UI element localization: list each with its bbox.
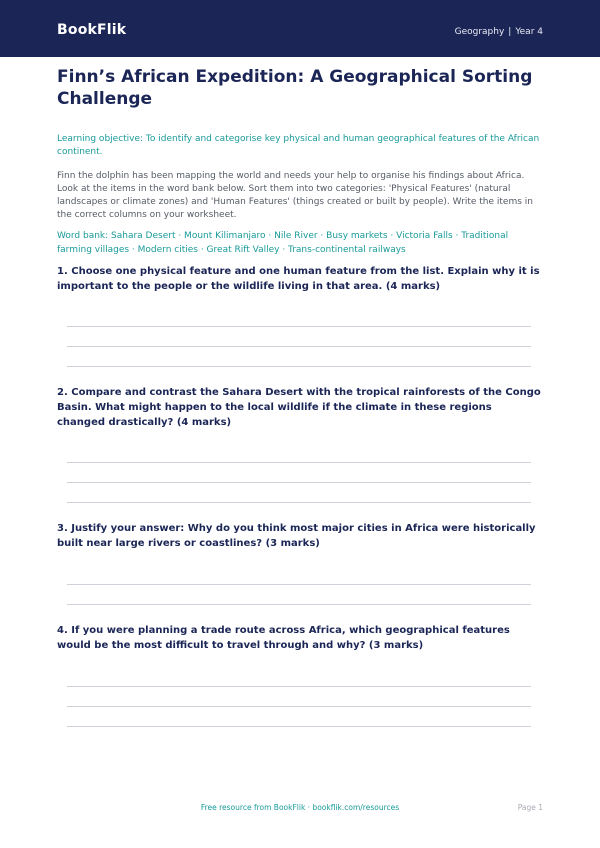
- question-4: 4. If you were planning a trade route across Africa, which geographical features would be the most difficult to travel through and why? (3 marks): [57, 625, 510, 651]
- word-bank: Word bank: Sahara Desert · Mount Kilimanjaro · Nile River · Busy markets · Victoria Falls · Traditional farming villages · Modern cities · Great Rift Valley · Trans-continental railways: [57, 231, 509, 255]
- answer-line[interactable]: [67, 502, 531, 503]
- question-2: 2. Compare and contrast the Sahara Desert with the tropical rainforests of the Congo Basin. What might happen to the local wildlife if the climate in these regions changed drastically? (4 marks): [57, 387, 541, 428]
- question-3: 3. Justify your answer: Why do you think most major cities in Africa were historically built near large rivers or coastlines? (3 marks): [57, 523, 536, 549]
- answer-line[interactable]: [67, 326, 531, 327]
- learning-objective: Learning objective: To identify and categorise key physical and human geographical features of the African continent.: [57, 134, 540, 157]
- answer-line[interactable]: [67, 726, 531, 727]
- intro-section: [57, 66, 543, 257]
- brand-logo: BookFlik: [57, 22, 127, 38]
- intro-paragraph: Finn the dolphin has been mapping the world and needs your help to organise his findings about Africa. Look at the items in the word bank below. Sort them into two categories: 'Physical Features' (natural landscapes or climate zones) and 'Human Features' (things created or built by people). Write the items in the correct columns on your worksheet.: [57, 171, 533, 220]
- answer-line[interactable]: [67, 462, 531, 463]
- answer-line[interactable]: [67, 584, 531, 585]
- subject-label: Geography: [454, 27, 505, 37]
- answer-line[interactable]: [67, 604, 531, 605]
- page-title: Finn’s African Expedition: A Geographical Sorting Challenge: [57, 67, 533, 109]
- question-1: 1. Choose one physical feature and one human feature from the list. Explain why it is important to the people or the wildlife living in that area. (4 marks): [57, 266, 540, 292]
- page-header: [0, 0, 600, 57]
- page-number: Page 1: [517, 803, 543, 812]
- answer-line[interactable]: [67, 366, 531, 367]
- answer-line[interactable]: [67, 706, 531, 707]
- answer-line[interactable]: [67, 482, 531, 483]
- header-separator: |: [508, 27, 512, 37]
- year-label: Year 4: [515, 27, 543, 37]
- answer-line[interactable]: [67, 346, 531, 347]
- footer-text: Free resource from BookFlik · bookflik.com/resources: [200, 803, 400, 812]
- header-meta: [455, 27, 543, 37]
- answer-line[interactable]: [67, 686, 531, 687]
